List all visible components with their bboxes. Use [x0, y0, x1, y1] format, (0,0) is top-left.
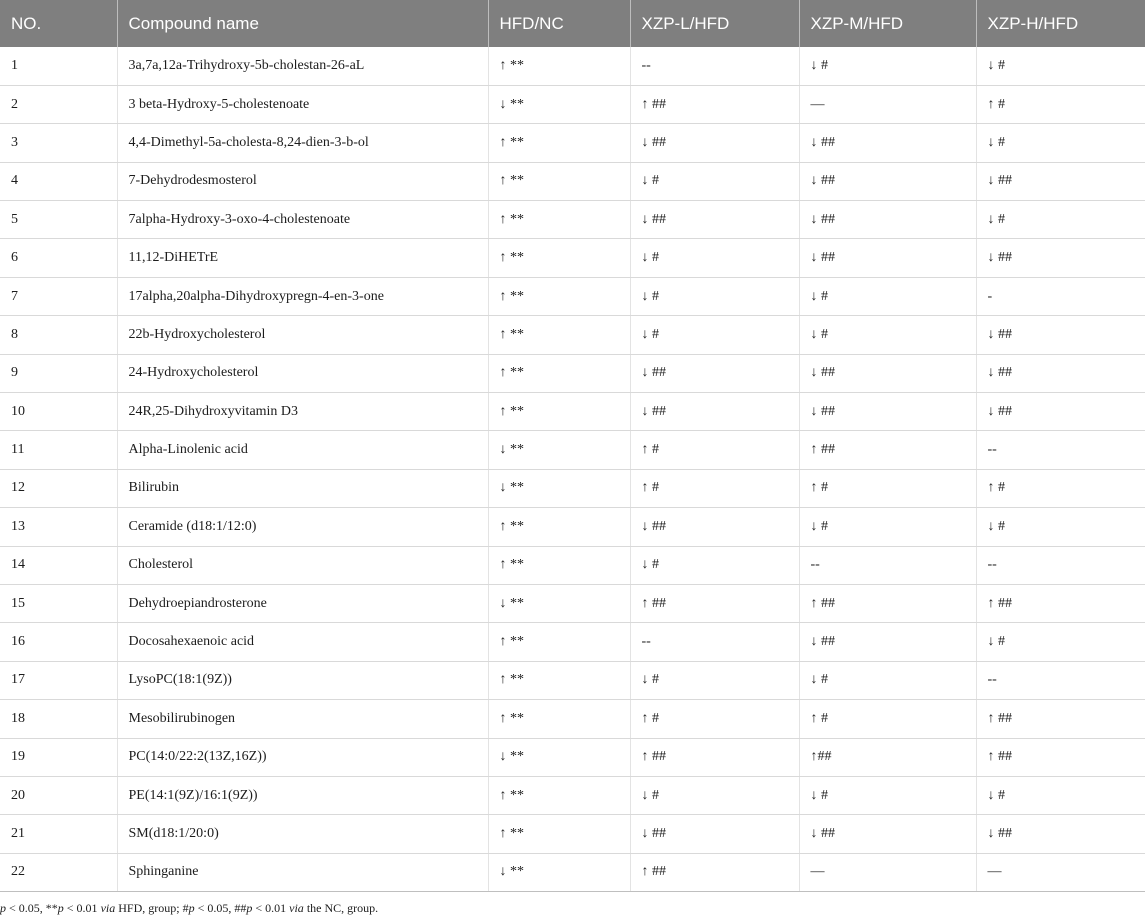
xzp-m-value: — — [799, 853, 976, 891]
compound-name: Ceramide (d18:1/12:0) — [117, 508, 488, 546]
table-row — [0, 815, 1145, 853]
table-row — [0, 393, 1145, 431]
row-number: 3 — [0, 124, 117, 162]
hfd-nc-value: ↓ ** — [488, 85, 630, 123]
row-number: 20 — [0, 776, 117, 814]
table-body — [0, 47, 1145, 892]
table-row — [0, 239, 1145, 277]
xzp-l-value: ↑ ## — [630, 85, 799, 123]
table-row — [0, 354, 1145, 392]
xzp-m-value: ↓ ## — [799, 623, 976, 661]
table-row — [0, 47, 1145, 85]
hfd-nc-value: ↑ ** — [488, 239, 630, 277]
table-row — [0, 469, 1145, 507]
compound-name: 7-Dehydrodesmosterol — [117, 162, 488, 200]
table-row — [0, 162, 1145, 200]
xzp-l-value: ↓ # — [630, 546, 799, 584]
footnote-text: < 0.05, ## — [194, 901, 247, 915]
footnote-text: the NC, group. — [303, 901, 379, 915]
compound-name: 7alpha-Hydroxy-3-oxo-4-cholestenoate — [117, 201, 488, 239]
footnote-text: < 0.01 — [252, 901, 290, 915]
hfd-nc-value: ↑ ** — [488, 393, 630, 431]
xzp-l-value: ↑ ## — [630, 584, 799, 622]
table-row — [0, 431, 1145, 469]
hfd-nc-value: ↑ ** — [488, 47, 630, 85]
hfd-nc-value: ↓ ** — [488, 738, 630, 776]
xzp-m-value: ↓ # — [799, 661, 976, 699]
table-row — [0, 201, 1145, 239]
row-number: 7 — [0, 277, 117, 315]
row-number: 14 — [0, 546, 117, 584]
row-number: 5 — [0, 201, 117, 239]
compound-name: 24R,25-Dihydroxyvitamin D3 — [117, 393, 488, 431]
xzp-h-value: ↑ ## — [976, 738, 1145, 776]
xzp-m-value: ↑ # — [799, 469, 976, 507]
xzp-l-value: ↑ ## — [630, 853, 799, 891]
xzp-m-value: ↓ # — [799, 316, 976, 354]
row-number: 19 — [0, 738, 117, 776]
row-number: 16 — [0, 623, 117, 661]
xzp-h-value: ↓ ## — [976, 354, 1145, 392]
row-number: 22 — [0, 853, 117, 891]
row-number: 1 — [0, 47, 117, 85]
compound-name: Mesobilirubinogen — [117, 700, 488, 738]
compound-name: PE(14:1(9Z)/16:1(9Z)) — [117, 776, 488, 814]
xzp-m-value: ↓ ## — [799, 124, 976, 162]
hfd-nc-value: ↑ ** — [488, 623, 630, 661]
compound-name: 4,4-Dimethyl-5a-cholesta-8,24-dien-3-b-ol — [117, 124, 488, 162]
xzp-m-value: ↑ # — [799, 700, 976, 738]
footnote-text: HFD, group; # — [115, 901, 189, 915]
footnote-text: < 0.05, ** — [6, 901, 58, 915]
xzp-h-value: -- — [976, 546, 1145, 584]
row-number: 12 — [0, 469, 117, 507]
footnote-p: p — [0, 901, 6, 915]
xzp-h-value: ↓ ## — [976, 393, 1145, 431]
xzp-m-value: ↓ # — [799, 277, 976, 315]
compound-name: 24-Hydroxycholesterol — [117, 354, 488, 392]
xzp-l-value: ↓ ## — [630, 508, 799, 546]
xzp-l-value: -- — [630, 47, 799, 85]
xzp-m-value: ↓ ## — [799, 815, 976, 853]
table-row — [0, 623, 1145, 661]
xzp-l-value: ↑ # — [630, 469, 799, 507]
table-row — [0, 738, 1145, 776]
xzp-l-value: ↓ # — [630, 239, 799, 277]
compound-name: 11,12-DiHETrE — [117, 239, 488, 277]
xzp-h-value: ↓ # — [976, 47, 1145, 85]
footnote-p: p — [57, 901, 64, 915]
xzp-h-value: ↓ # — [976, 508, 1145, 546]
row-number: 13 — [0, 508, 117, 546]
xzp-h-value: - — [976, 277, 1145, 315]
compound-name: SM(d18:1/20:0) — [117, 815, 488, 853]
row-number: 10 — [0, 393, 117, 431]
xzp-l-value: ↑ ## — [630, 738, 799, 776]
compound-name: Sphinganine — [117, 853, 488, 891]
footnote-text: < 0.01 — [63, 901, 101, 915]
table-row — [0, 316, 1145, 354]
table-header-row — [0, 0, 1145, 47]
hfd-nc-value: ↓ ** — [488, 853, 630, 891]
xzp-l-value: ↓ # — [630, 316, 799, 354]
hfd-nc-value: ↑ ** — [488, 201, 630, 239]
table-footnote — [0, 901, 1145, 916]
compound-name: 3a,7a,12a-Trihydroxy-5b-cholestan-26-aL — [117, 47, 488, 85]
xzp-m-value: -- — [799, 546, 976, 584]
xzp-l-value: ↓ ## — [630, 124, 799, 162]
row-number: 21 — [0, 815, 117, 853]
row-number: 15 — [0, 584, 117, 622]
xzp-h-value: ↑ # — [976, 85, 1145, 123]
compound-name: 17alpha,20alpha-Dihydroxypregn-4-en-3-one — [117, 277, 488, 315]
xzp-l-value: ↓ ## — [630, 354, 799, 392]
xzp-l-value: ↓ ## — [630, 201, 799, 239]
row-number: 17 — [0, 661, 117, 699]
xzp-h-value: ↑ ## — [976, 584, 1145, 622]
xzp-h-value: ↓ ## — [976, 815, 1145, 853]
hfd-nc-value: ↑ ** — [488, 162, 630, 200]
xzp-h-value: ↓ # — [976, 776, 1145, 814]
compound-name: Cholesterol — [117, 546, 488, 584]
xzp-l-value: ↓ ## — [630, 393, 799, 431]
row-number: 18 — [0, 700, 117, 738]
hfd-nc-value: ↑ ** — [488, 277, 630, 315]
xzp-l-value: ↓ # — [630, 776, 799, 814]
hfd-nc-value: ↑ ** — [488, 508, 630, 546]
compound-name: 3 beta-Hydroxy-5-cholestenoate — [117, 85, 488, 123]
xzp-m-value: ↑ ## — [799, 584, 976, 622]
table-row — [0, 85, 1145, 123]
table-row — [0, 124, 1145, 162]
xzp-h-value: ↓ ## — [976, 239, 1145, 277]
xzp-h-value: ↑ # — [976, 469, 1145, 507]
row-number: 11 — [0, 431, 117, 469]
table-row — [0, 661, 1145, 699]
compound-name: Bilirubin — [117, 469, 488, 507]
table-row — [0, 853, 1145, 891]
xzp-m-value: ↓ # — [799, 776, 976, 814]
hfd-nc-value: ↑ ** — [488, 700, 630, 738]
compound-name: Alpha-Linolenic acid — [117, 431, 488, 469]
xzp-l-value: ↓ # — [630, 277, 799, 315]
row-number: 8 — [0, 316, 117, 354]
footnote-via: via — [100, 901, 116, 915]
col-xzp-m-header: XZP-M/HFD — [799, 0, 976, 47]
col-compound-header: Compound name — [117, 0, 488, 47]
xzp-h-value: ↓ ## — [976, 316, 1145, 354]
xzp-h-value: — — [976, 853, 1145, 891]
compound-name: Docosahexaenoic acid — [117, 623, 488, 661]
col-hfd-nc-header: HFD/NC — [488, 0, 630, 47]
hfd-nc-value: ↓ ** — [488, 469, 630, 507]
xzp-l-value: ↓ # — [630, 162, 799, 200]
footnote-p: p — [246, 901, 253, 915]
compound-name: PC(14:0/22:2(13Z,16Z)) — [117, 738, 488, 776]
xzp-h-value: ↑ ## — [976, 700, 1145, 738]
footnote-via: via — [289, 901, 304, 915]
xzp-m-value: ↑## — [799, 738, 976, 776]
hfd-nc-value: ↑ ** — [488, 776, 630, 814]
hfd-nc-value: ↑ ** — [488, 124, 630, 162]
xzp-l-value: ↓ # — [630, 661, 799, 699]
xzp-m-value: ↓ # — [799, 47, 976, 85]
table-row — [0, 277, 1145, 315]
hfd-nc-value: ↑ ** — [488, 316, 630, 354]
xzp-h-value: ↓ ## — [976, 162, 1145, 200]
table-row — [0, 546, 1145, 584]
xzp-h-value: ↓ # — [976, 623, 1145, 661]
compound-name: Dehydroepiandrosterone — [117, 584, 488, 622]
col-xzp-h-header: XZP-H/HFD — [976, 0, 1145, 47]
xzp-h-value: -- — [976, 431, 1145, 469]
hfd-nc-value: ↑ ** — [488, 815, 630, 853]
xzp-m-value: ↓ ## — [799, 393, 976, 431]
xzp-l-value: ↑ # — [630, 700, 799, 738]
row-number: 4 — [0, 162, 117, 200]
hfd-nc-value: ↓ ** — [488, 584, 630, 622]
row-number: 2 — [0, 85, 117, 123]
table-row — [0, 508, 1145, 546]
xzp-m-value: ↓ # — [799, 508, 976, 546]
xzp-m-value: — — [799, 85, 976, 123]
compound-name: 22b-Hydroxycholesterol — [117, 316, 488, 354]
row-number: 6 — [0, 239, 117, 277]
xzp-l-value: -- — [630, 623, 799, 661]
table-row — [0, 584, 1145, 622]
hfd-nc-value: ↑ ** — [488, 661, 630, 699]
table-row — [0, 700, 1145, 738]
row-number: 9 — [0, 354, 117, 392]
table-row — [0, 776, 1145, 814]
xzp-m-value: ↑ ## — [799, 431, 976, 469]
xzp-m-value: ↓ ## — [799, 201, 976, 239]
xzp-h-value: ↓ # — [976, 124, 1145, 162]
col-no-header: NO. — [0, 0, 117, 47]
xzp-l-value: ↓ ## — [630, 815, 799, 853]
hfd-nc-value: ↑ ** — [488, 546, 630, 584]
compound-name: LysoPC(18:1(9Z)) — [117, 661, 488, 699]
xzp-m-value: ↓ ## — [799, 239, 976, 277]
hfd-nc-value: ↓ ** — [488, 431, 630, 469]
xzp-h-value: ↓ # — [976, 201, 1145, 239]
footnote-p: p — [188, 901, 195, 915]
xzp-h-value: -- — [976, 661, 1145, 699]
xzp-m-value: ↓ ## — [799, 354, 976, 392]
xzp-m-value: ↓ ## — [799, 162, 976, 200]
hfd-nc-value: ↑ ** — [488, 354, 630, 392]
col-xzp-l-header: XZP-L/HFD — [630, 0, 799, 47]
xzp-l-value: ↑ # — [630, 431, 799, 469]
